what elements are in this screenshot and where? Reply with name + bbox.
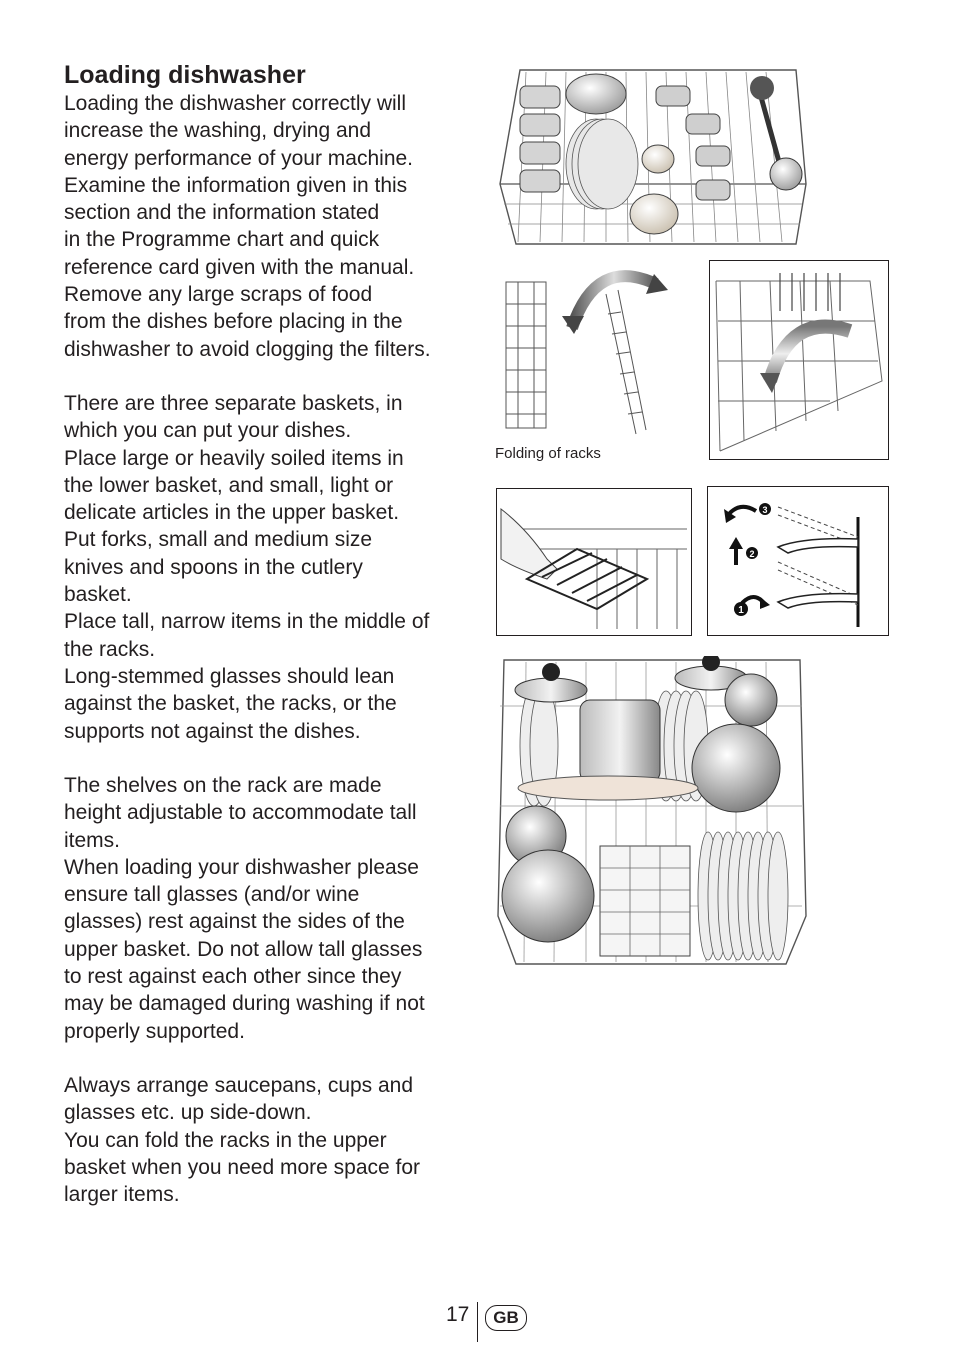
page-title: Loading dishwasher	[64, 61, 306, 89]
lower-basket-illustration	[496, 656, 808, 968]
text-line: from the dishes before placing in the	[64, 310, 403, 334]
text-line: glasses) rest against the sides of the	[64, 910, 405, 934]
text-line: height adjustable to accommodate tall	[64, 801, 417, 825]
text-line: glasses etc. up side-down.	[64, 1101, 312, 1125]
text-line: basket.	[64, 583, 132, 607]
text-line: The shelves on the rack are made	[64, 774, 382, 797]
text-line: may be damaged during washing if not	[64, 992, 425, 1016]
text-line: Place tall, narrow items in the middle of	[64, 610, 430, 634]
text-line: section and the information stated	[64, 201, 380, 225]
step-2-number: 2	[749, 549, 755, 559]
text-line: You can fold the racks in the upper	[64, 1128, 387, 1152]
shelves-paragraph	[64, 772, 464, 1045]
text-line: delicate articles in the upper basket.	[64, 501, 400, 525]
text-line: Remove any large scraps of food	[64, 283, 373, 307]
rack-adjustment-steps	[707, 486, 889, 636]
text-line: knives and spoons in the cutlery	[64, 555, 363, 579]
text-line: supports not against the dishes.	[64, 719, 361, 743]
step-1-number: 1	[738, 605, 744, 616]
step-3-number: 3	[762, 505, 768, 515]
text-line: increase the washing, drying and	[64, 119, 372, 143]
text-line: the lower basket, and small, light or	[64, 473, 394, 497]
page-number: 17	[446, 1303, 470, 1326]
text-line: Always arrange saucepans, cups and	[64, 1074, 414, 1097]
rack-fold-closeup	[709, 260, 889, 460]
text-line: energy performance of your machine.	[64, 146, 414, 170]
text-line: Loading the dishwasher correctly will	[64, 92, 406, 115]
text-line: There are three separate baskets, in	[64, 392, 403, 415]
text-line: properly supported.	[64, 1019, 245, 1043]
text-line: When loading your dishwasher please	[64, 855, 419, 879]
upper-basket-illustration	[496, 64, 811, 246]
text-line: ensure tall glasses (and/or wine	[64, 883, 360, 907]
text-line: Place large or heavily soiled items in	[64, 446, 404, 470]
baskets-paragraph	[64, 390, 464, 745]
folding-racks-illustration	[496, 254, 696, 442]
text-line: to rest against each other since they	[64, 965, 402, 989]
text-line: the racks.	[64, 637, 156, 661]
hand-adjusting-rack	[496, 488, 692, 636]
text-line: Examine the information given in this	[64, 173, 408, 197]
text-line: items.	[64, 828, 121, 852]
language-badge: GB	[485, 1305, 527, 1331]
text-line: larger items.	[64, 1183, 180, 1207]
text-line: basket when you need more space for	[64, 1155, 421, 1179]
text-line: upper basket. Do not allow tall glasses	[64, 937, 423, 961]
text-line: which you can put your dishes.	[64, 419, 352, 443]
footer-divider	[477, 1302, 478, 1342]
arrange-paragraph	[64, 1072, 464, 1208]
text-line: Long-stemmed glasses should lean	[64, 664, 395, 688]
text-line: in the Programme chart and quick	[64, 228, 380, 252]
text-line: dishwasher to avoid clogging the filters.	[64, 337, 431, 361]
intro-paragraph	[64, 90, 464, 363]
text-line: against the basket, the racks, or the	[64, 692, 397, 716]
text-line: reference card given with the manual.	[64, 255, 415, 279]
text-line: Put forks, small and medium size	[64, 528, 373, 552]
figure-caption: Folding of racks	[495, 445, 601, 462]
